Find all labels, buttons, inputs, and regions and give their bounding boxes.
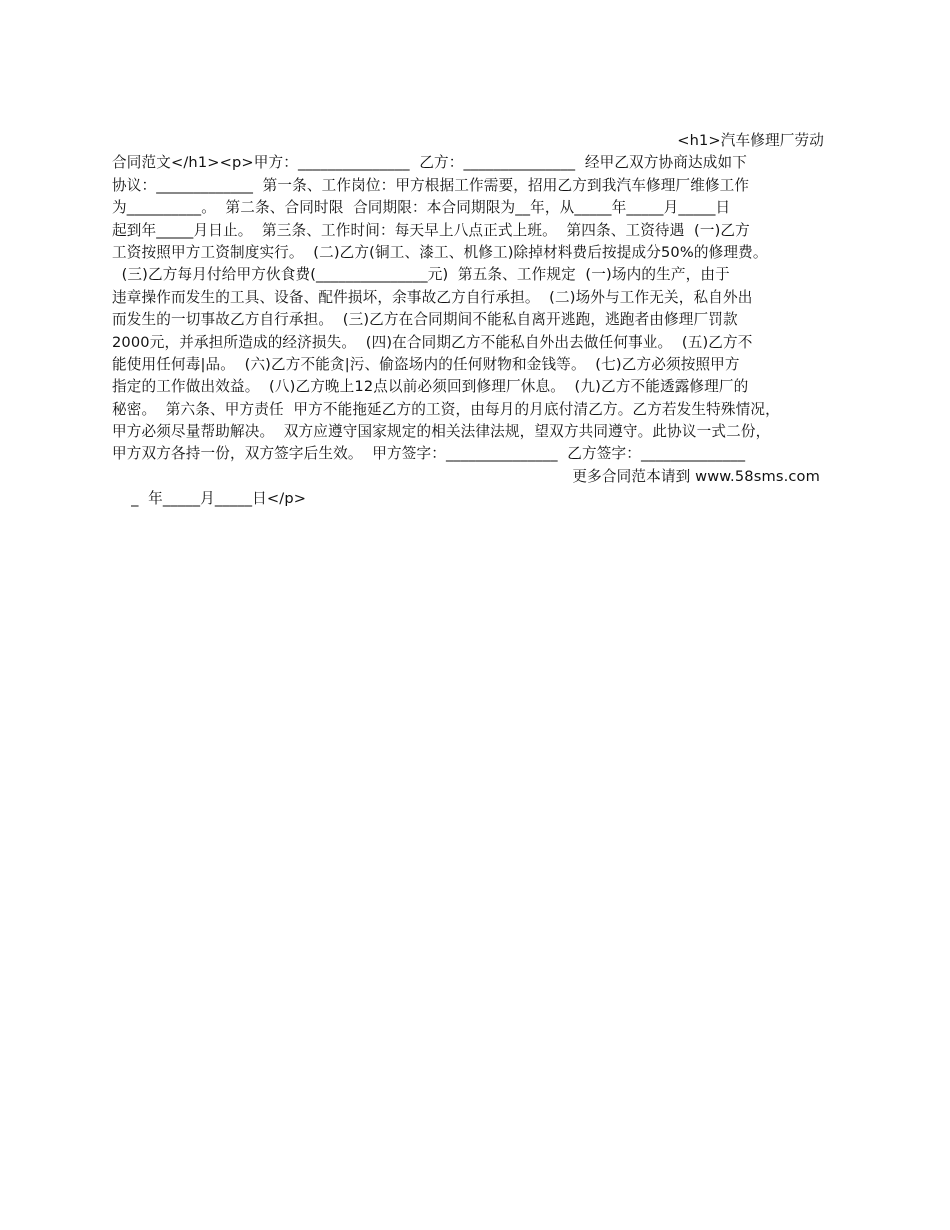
text-line-12: 秘密。 第六条、甲方责任 甲方不能拖延乙方的工资，由每月的月底付清乙方。乙方若发生特殊情况，	[112, 400, 780, 418]
document-title-line: <h1>汽车修理厂劳动	[677, 132, 824, 149]
text-line-4: 起到年_____月日止。 第三条、工作时间：每天早上八点正式上班。 第四条、工资待遇 (一)乙方	[112, 221, 750, 239]
text-line-2: 协议：_____________ 第一条、工作岗位：甲方根据工作需要，招用乙方到我汽车修理厂维修工作	[112, 176, 750, 194]
text-line-13: 甲方必须尽量帮助解决。 双方应遵守国家规定的相关法律法规，望双方共同遵守。此协议一式二份，	[112, 423, 771, 441]
footer-link-text: 更多合同范本请到 www.58sms.com	[572, 467, 820, 485]
date-line: _ 年_____月_____日</p>	[131, 490, 307, 508]
text-line-1: 合同范文</h1><p>甲方：_______________ 乙方：_______________ 经甲乙双方协商达成如下	[112, 154, 748, 172]
text-line-14: 甲方双方各持一份，双方签字后生效。 甲方签字：_______________ 乙方签字：______________	[112, 445, 746, 463]
text-line-6: (三)乙方每月付给甲方伙食费(_______________元) 第五条、工作规定 (一)场内的生产，由于	[112, 266, 730, 284]
text-line-15	[112, 466, 842, 508]
text-line-10: 能使用任何毒|品。 (六)乙方不能贪|污、偷盗场内的任何财物和金钱等。 (七)乙方必须按照甲方	[112, 355, 740, 373]
text-line-3: 为__________。 第二条、合同时限 合同期限：本合同期限为__年，从_____年_____月_____日	[112, 199, 731, 217]
text-line-9: 2000元，并承担所造成的经济损失。 (四)在合同期乙方不能私自外出去做任何事业。 (五)乙方不	[112, 333, 753, 351]
text-line-8: 而发生的一切事故乙方自行承担。 (三)乙方在合同期间不能私自离开逃跑，逃跑者由修理厂罚款	[112, 311, 738, 329]
text-line-5: 工资按照甲方工资制度实行。 (二)乙方(铜工、漆工、机修工)除掉材料费后按提成分50%的修理费。	[112, 243, 768, 261]
text-line-11: 指定的工作做出效益。 (八)乙方晚上12点以前必须回到修理厂休息。 (九)乙方不能透露修理厂的	[112, 378, 749, 396]
text-line-7: 违章操作而发生的工具、设备、配件损坏，余事故乙方自行承担。 (二)场外与工作无关，私自外出	[112, 288, 753, 306]
contract-document	[112, 130, 842, 508]
